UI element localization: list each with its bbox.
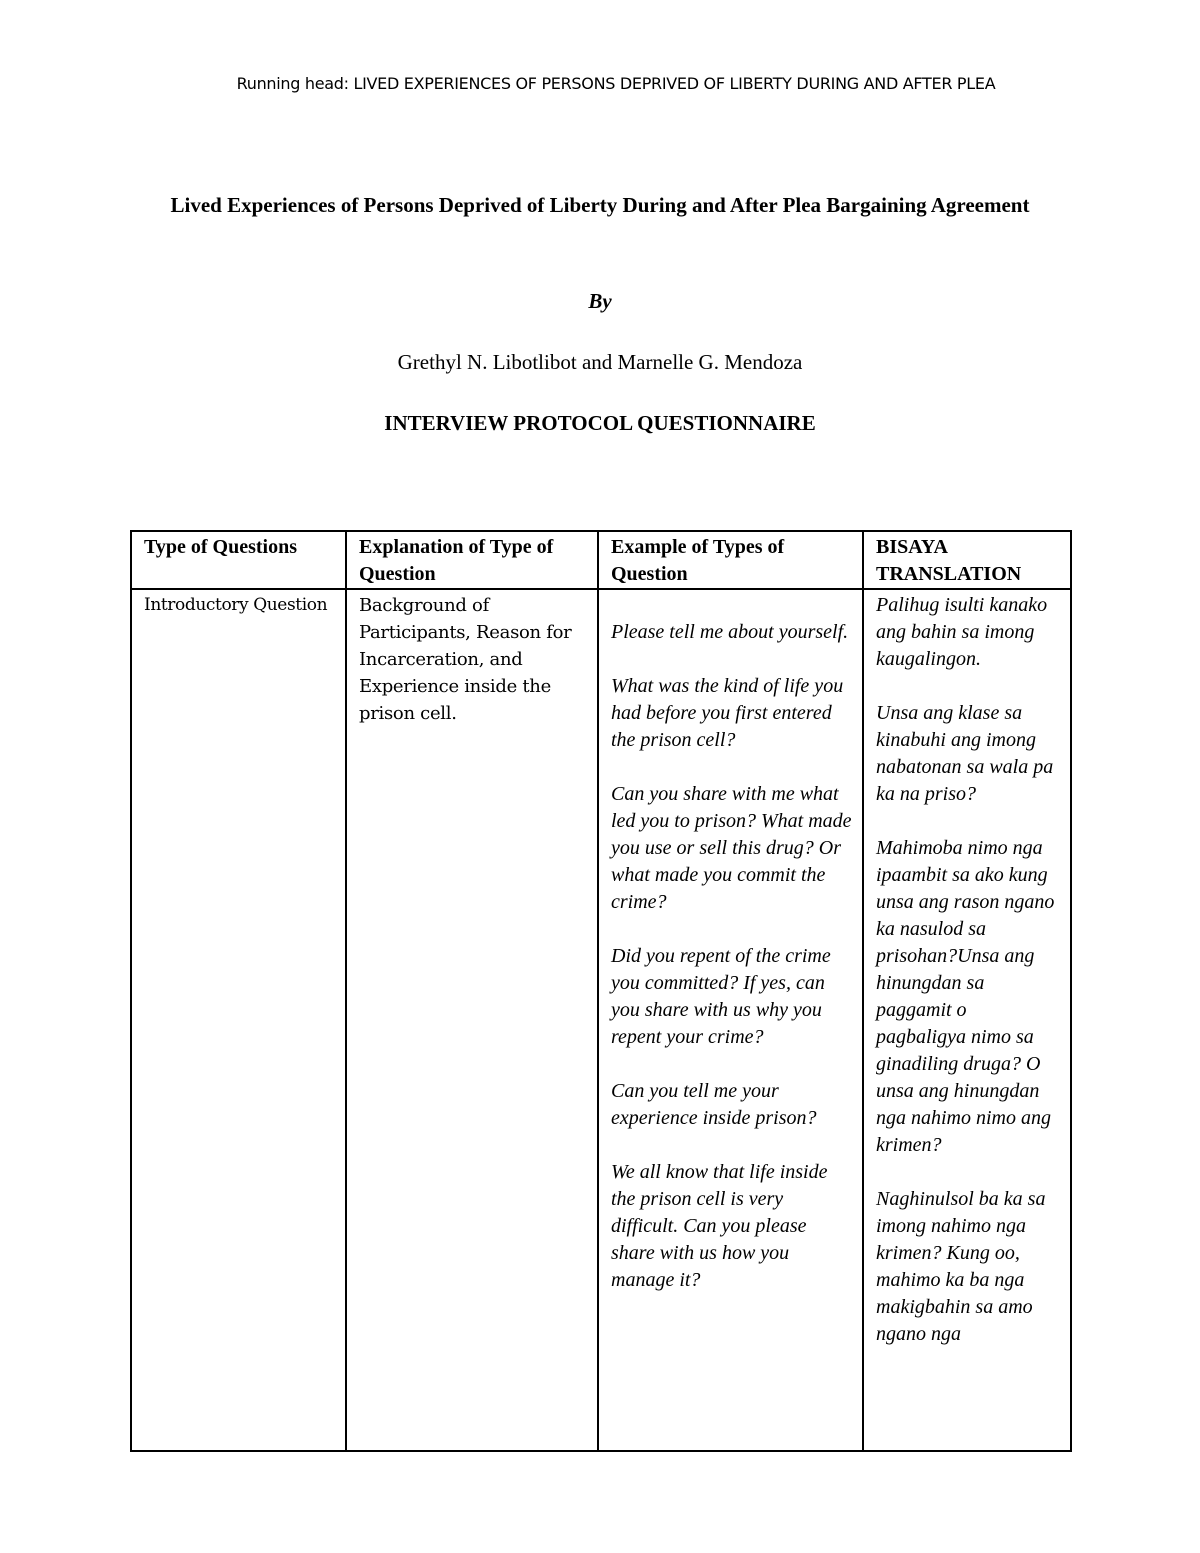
table-header-row (131, 531, 1071, 589)
table-row (131, 589, 1071, 1451)
translation: Naghinulsol ba ka sa imong nahimo nga krimen? Kung oo, mahimo ka ba nga makigbahin sa amo ngano nga (876, 1188, 1046, 1345)
example-question: Please tell me about yourself. (611, 621, 849, 643)
section-title: INTERVIEW PROTOCOL QUESTIONNAIRE (384, 411, 816, 435)
cell-translations (863, 589, 1071, 1451)
spacer (611, 1051, 852, 1078)
translation: Palihug isulti kanako ang bahin sa imong kaugalingon. (876, 594, 1048, 670)
by-line: By (588, 289, 612, 313)
questionnaire-table (130, 530, 1072, 1452)
cell-explanation: Background of Participants, Reason for Incarceration, and Experience inside the prison cell. (346, 589, 598, 1451)
header-translation: BISAYA TRANSLATION (863, 531, 1071, 589)
spacer (611, 916, 852, 943)
translation: Unsa ang klase sa kinabuhi ang imong nabatonan sa wala pa ka na priso? (876, 702, 1054, 805)
spacer (876, 808, 1060, 835)
header-type: Type of Questions (131, 531, 346, 589)
spacer (611, 1132, 852, 1159)
example-question: Can you share with me what led you to prison? What made you use or sell this drug? Or what made you commit the crime? (611, 783, 852, 913)
spacer (876, 1159, 1060, 1186)
header-explanation: Explanation of Type of Question (346, 531, 598, 589)
spacer (611, 646, 852, 673)
header-examples: Example of Types of Question (598, 531, 863, 589)
example-question: We all know that life inside the prison cell is very difficult. Can you please share with us how you manage it? (611, 1161, 828, 1291)
example-question: What was the kind of life you had before you first entered the prison cell? (611, 675, 844, 751)
example-question: Can you tell me your experience inside prison? (611, 1080, 817, 1129)
document-title: Lived Experiences of Persons Deprived of Liberty During and After Plea Bargaining Agreement (170, 193, 1030, 217)
spacer (876, 673, 1060, 700)
cell-examples (598, 589, 863, 1451)
spacer (611, 592, 852, 619)
example-question: Did you repent of the crime you committed? If yes, can you share with us why you repent your crime? (611, 945, 831, 1048)
spacer (611, 754, 852, 781)
running-head: Running head: LIVED EXPERIENCES OF PERSONS DEPRIVED OF LIBERTY DURING AND AFTER PLEA (236, 74, 996, 93)
authors: Grethyl N. Libotlibot and Marnelle G. Mendoza (397, 350, 803, 374)
translation: Mahimoba nimo nga ipaambit sa ako kung unsa ang rason ngano ka nasulod sa prisohan?Unsa ang hinungdan sa paggamit o pagbaligya nimo sa ginadiling druga? O unsa ang hinungdan nga nahimo nimo ang krimen? (876, 837, 1055, 1156)
cell-question-type: Introductory Question (131, 589, 346, 1451)
